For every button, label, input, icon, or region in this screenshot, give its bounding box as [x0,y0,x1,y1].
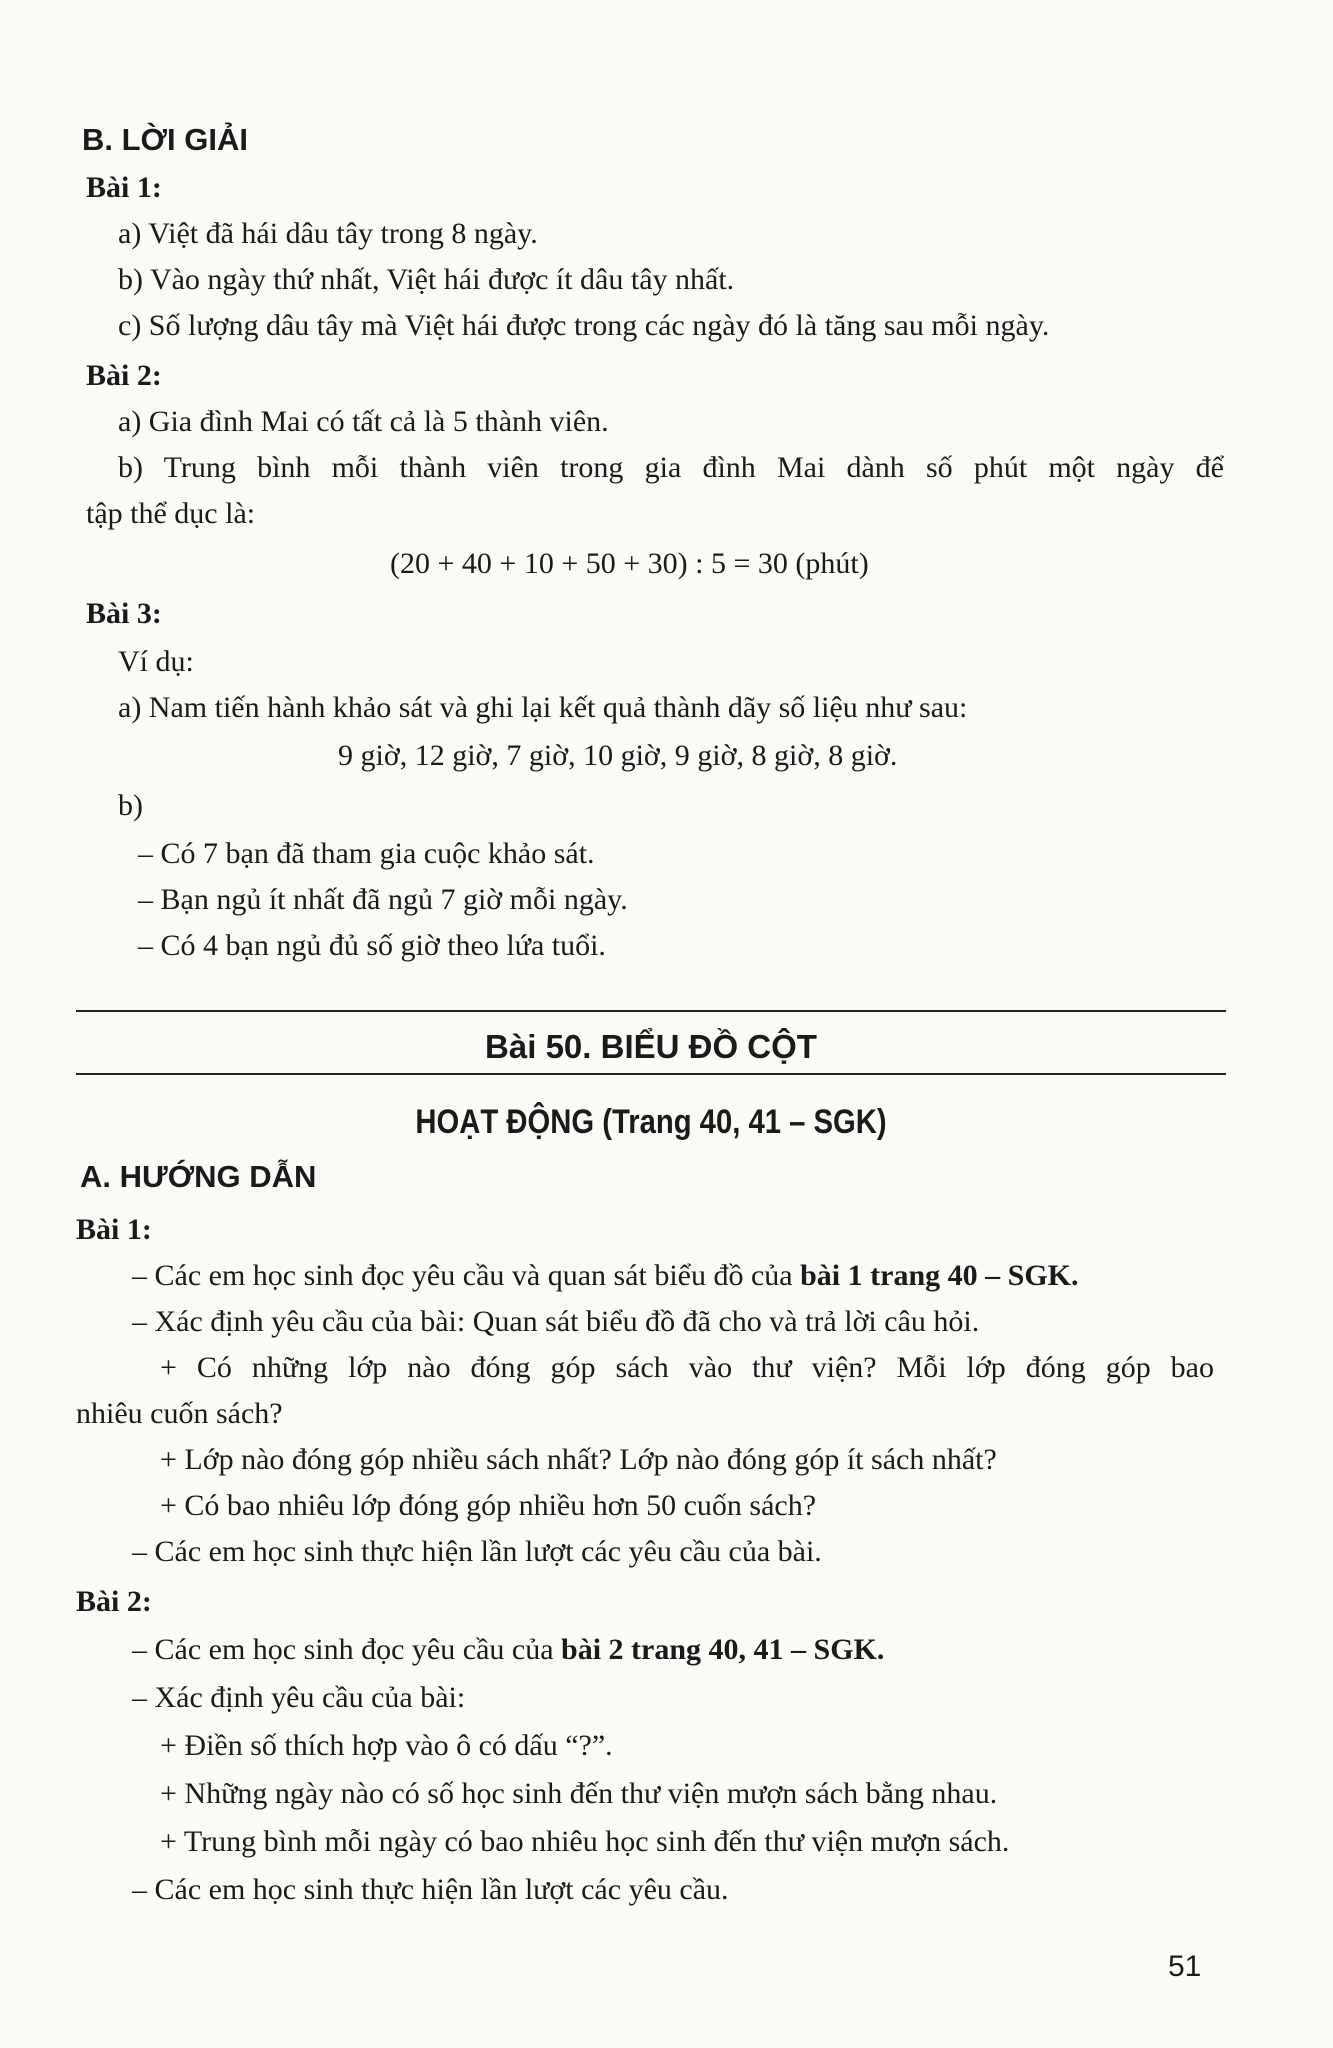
bai2-answer-b-line1: b) Trung bình mỗi thành viên trong gia đình Mai dành số phút một ngày để [118,451,1224,484]
bai3-title: Bài 3: [86,597,162,630]
bai1-answer-a: a) Việt đã hái dâu tây trong 8 ngày. [118,217,538,250]
page-number: 51 [1168,1950,1202,1983]
bai2-answer-b-line2: tập thể dục là: [86,497,256,530]
bai3-answer-b-item: – Có 7 bạn đã tham gia cuộc khảo sát. [138,837,595,870]
guide-bai2-title: Bài 2: [76,1585,152,1618]
activity-title: HOẠT ĐỘNG (Trang 40, 41 – SGK) [415,1103,887,1141]
bai3-example-label: Ví dụ: [118,645,194,678]
guide-bai1-line3a: + Có những lớp nào đóng góp sách vào thư viện? Mỗi lớp đóng góp bao [160,1351,1214,1384]
guide-bai1-line4: + Lớp nào đóng góp nhiều sách nhất? Lớp nào đóng góp ít sách nhất? [160,1443,997,1476]
divider-bottom [76,1073,1226,1075]
guide-bai2-line5: + Trung bình mỗi ngày có bao nhiêu học sinh đến thư viện mượn sách. [160,1825,1010,1858]
bai3-answer-b-label: b) [118,789,143,822]
bai3-data-series: 9 giờ, 12 giờ, 7 giờ, 10 giờ, 9 giờ, 8 giờ, 8 giờ. [338,739,898,772]
guide-bai1-line1: – Các em học sinh đọc yêu cầu và quan sát biểu đồ của bài 1 trang 40 – SGK. [132,1259,1079,1292]
bai1-answer-b: b) Vào ngày thứ nhất, Việt hái được ít dâu tây nhất. [118,263,735,296]
lesson-title: Bài 50. BIỂU ĐỒ CỘT [485,1028,817,1065]
guide-bai1-line5: + Có bao nhiêu lớp đóng góp nhiều hơn 50 cuốn sách? [160,1489,817,1522]
guide-bai1-line6: – Các em học sinh thực hiện lần lượt các yêu cầu của bài. [132,1535,822,1568]
guide-bai1-line3b: nhiêu cuốn sách? [76,1397,283,1430]
divider-top [76,1010,1226,1012]
bai2-answer-a: a) Gia đình Mai có tất cả là 5 thành viên. [118,405,609,438]
bai2-title: Bài 2: [86,359,162,392]
guide-bai2-line1: – Các em học sinh đọc yêu cầu của bài 2 trang 40, 41 – SGK. [132,1633,885,1666]
guide-bai2-line4: + Những ngày nào có số học sinh đến thư viện mượn sách bằng nhau. [160,1777,998,1810]
guide-bai1-line2: – Xác định yêu cầu của bài: Quan sát biểu đồ đã cho và trả lời câu hỏi. [132,1305,980,1338]
bai1-title: Bài 1: [86,171,162,204]
section-b-heading: B. LỜI GIẢI [82,122,248,157]
guide-bai1-title: Bài 1: [76,1213,152,1246]
guide-bai2-line2: – Xác định yêu cầu của bài: [132,1681,466,1714]
section-a-heading: A. HƯỚNG DẪN [80,1159,317,1194]
bai3-answer-a: a) Nam tiến hành khảo sát và ghi lại kết quả thành dãy số liệu như sau: [118,691,968,724]
bai3-answer-b-item: – Bạn ngủ ít nhất đã ngủ 7 giờ mỗi ngày. [138,883,628,916]
bai1-answer-c: c) Số lượng dâu tây mà Việt hái được trong các ngày đó là tăng sau mỗi ngày. [118,309,1050,342]
bai3-answer-b-item: – Có 4 bạn ngủ đủ số giờ theo lứa tuổi. [138,929,606,962]
guide-bai2-line6: – Các em học sinh thực hiện lần lượt các yêu cầu. [132,1873,729,1906]
bai2-formula: (20 + 40 + 10 + 50 + 30) : 5 = 30 (phút) [390,547,869,580]
guide-bai2-line3: + Điền số thích hợp vào ô có dấu “?”. [160,1729,613,1762]
